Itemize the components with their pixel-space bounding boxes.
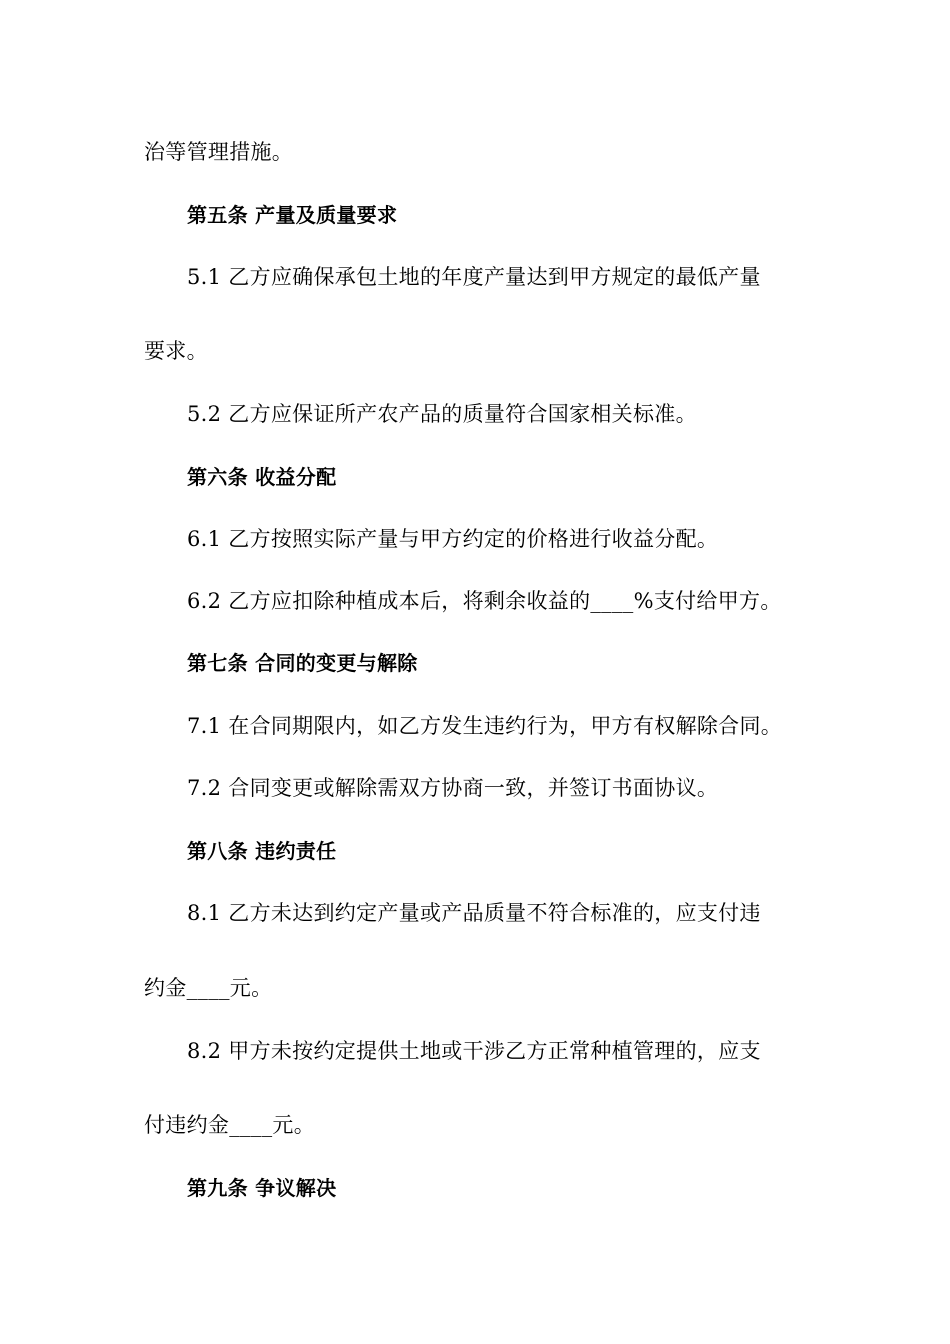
clause-5-2: 5.2 乙方应保证所产农产品的质量符合国家相关标准。 <box>187 402 697 426</box>
clause-8-2: 8.2 甲方未按约定提供土地或干涉乙方正常种植管理的，应支 <box>187 1039 761 1063</box>
clause-6-2: 6.2 乙方应扣除种植成本后，将剩余收益的____%支付给甲方。 <box>187 589 782 613</box>
clause-8-2-continuation: 付违约金____元。 <box>144 1113 315 1137</box>
clause-5-1-continuation: 要求。 <box>144 339 208 363</box>
article-9-heading: 第九条 争议解决 <box>187 1176 337 1200</box>
clause-5-1: 5.1 乙方应确保承包土地的年度产量达到甲方规定的最低产量 <box>187 265 761 289</box>
clause-7-1: 7.1 在合同期限内，如乙方发生违约行为，甲方有权解除合同。 <box>187 714 783 738</box>
clause-7-2: 7.2 合同变更或解除需双方协商一致，并签订书面协议。 <box>187 776 719 800</box>
article-7-heading: 第七条 合同的变更与解除 <box>187 651 418 675</box>
article-5-heading: 第五条 产量及质量要求 <box>187 203 398 227</box>
article-6-heading: 第六条 收益分配 <box>187 465 337 489</box>
clause-8-1-continuation: 约金____元。 <box>144 976 273 1000</box>
clause-8-1: 8.1 乙方未达到约定产量或产品质量不符合标准的，应支付违 <box>187 901 761 925</box>
paragraph-continuation: 治等管理措施。 <box>144 140 294 164</box>
clause-6-1: 6.1 乙方按照实际产量与甲方约定的价格进行收益分配。 <box>187 527 719 551</box>
article-8-heading: 第八条 违约责任 <box>187 839 337 863</box>
